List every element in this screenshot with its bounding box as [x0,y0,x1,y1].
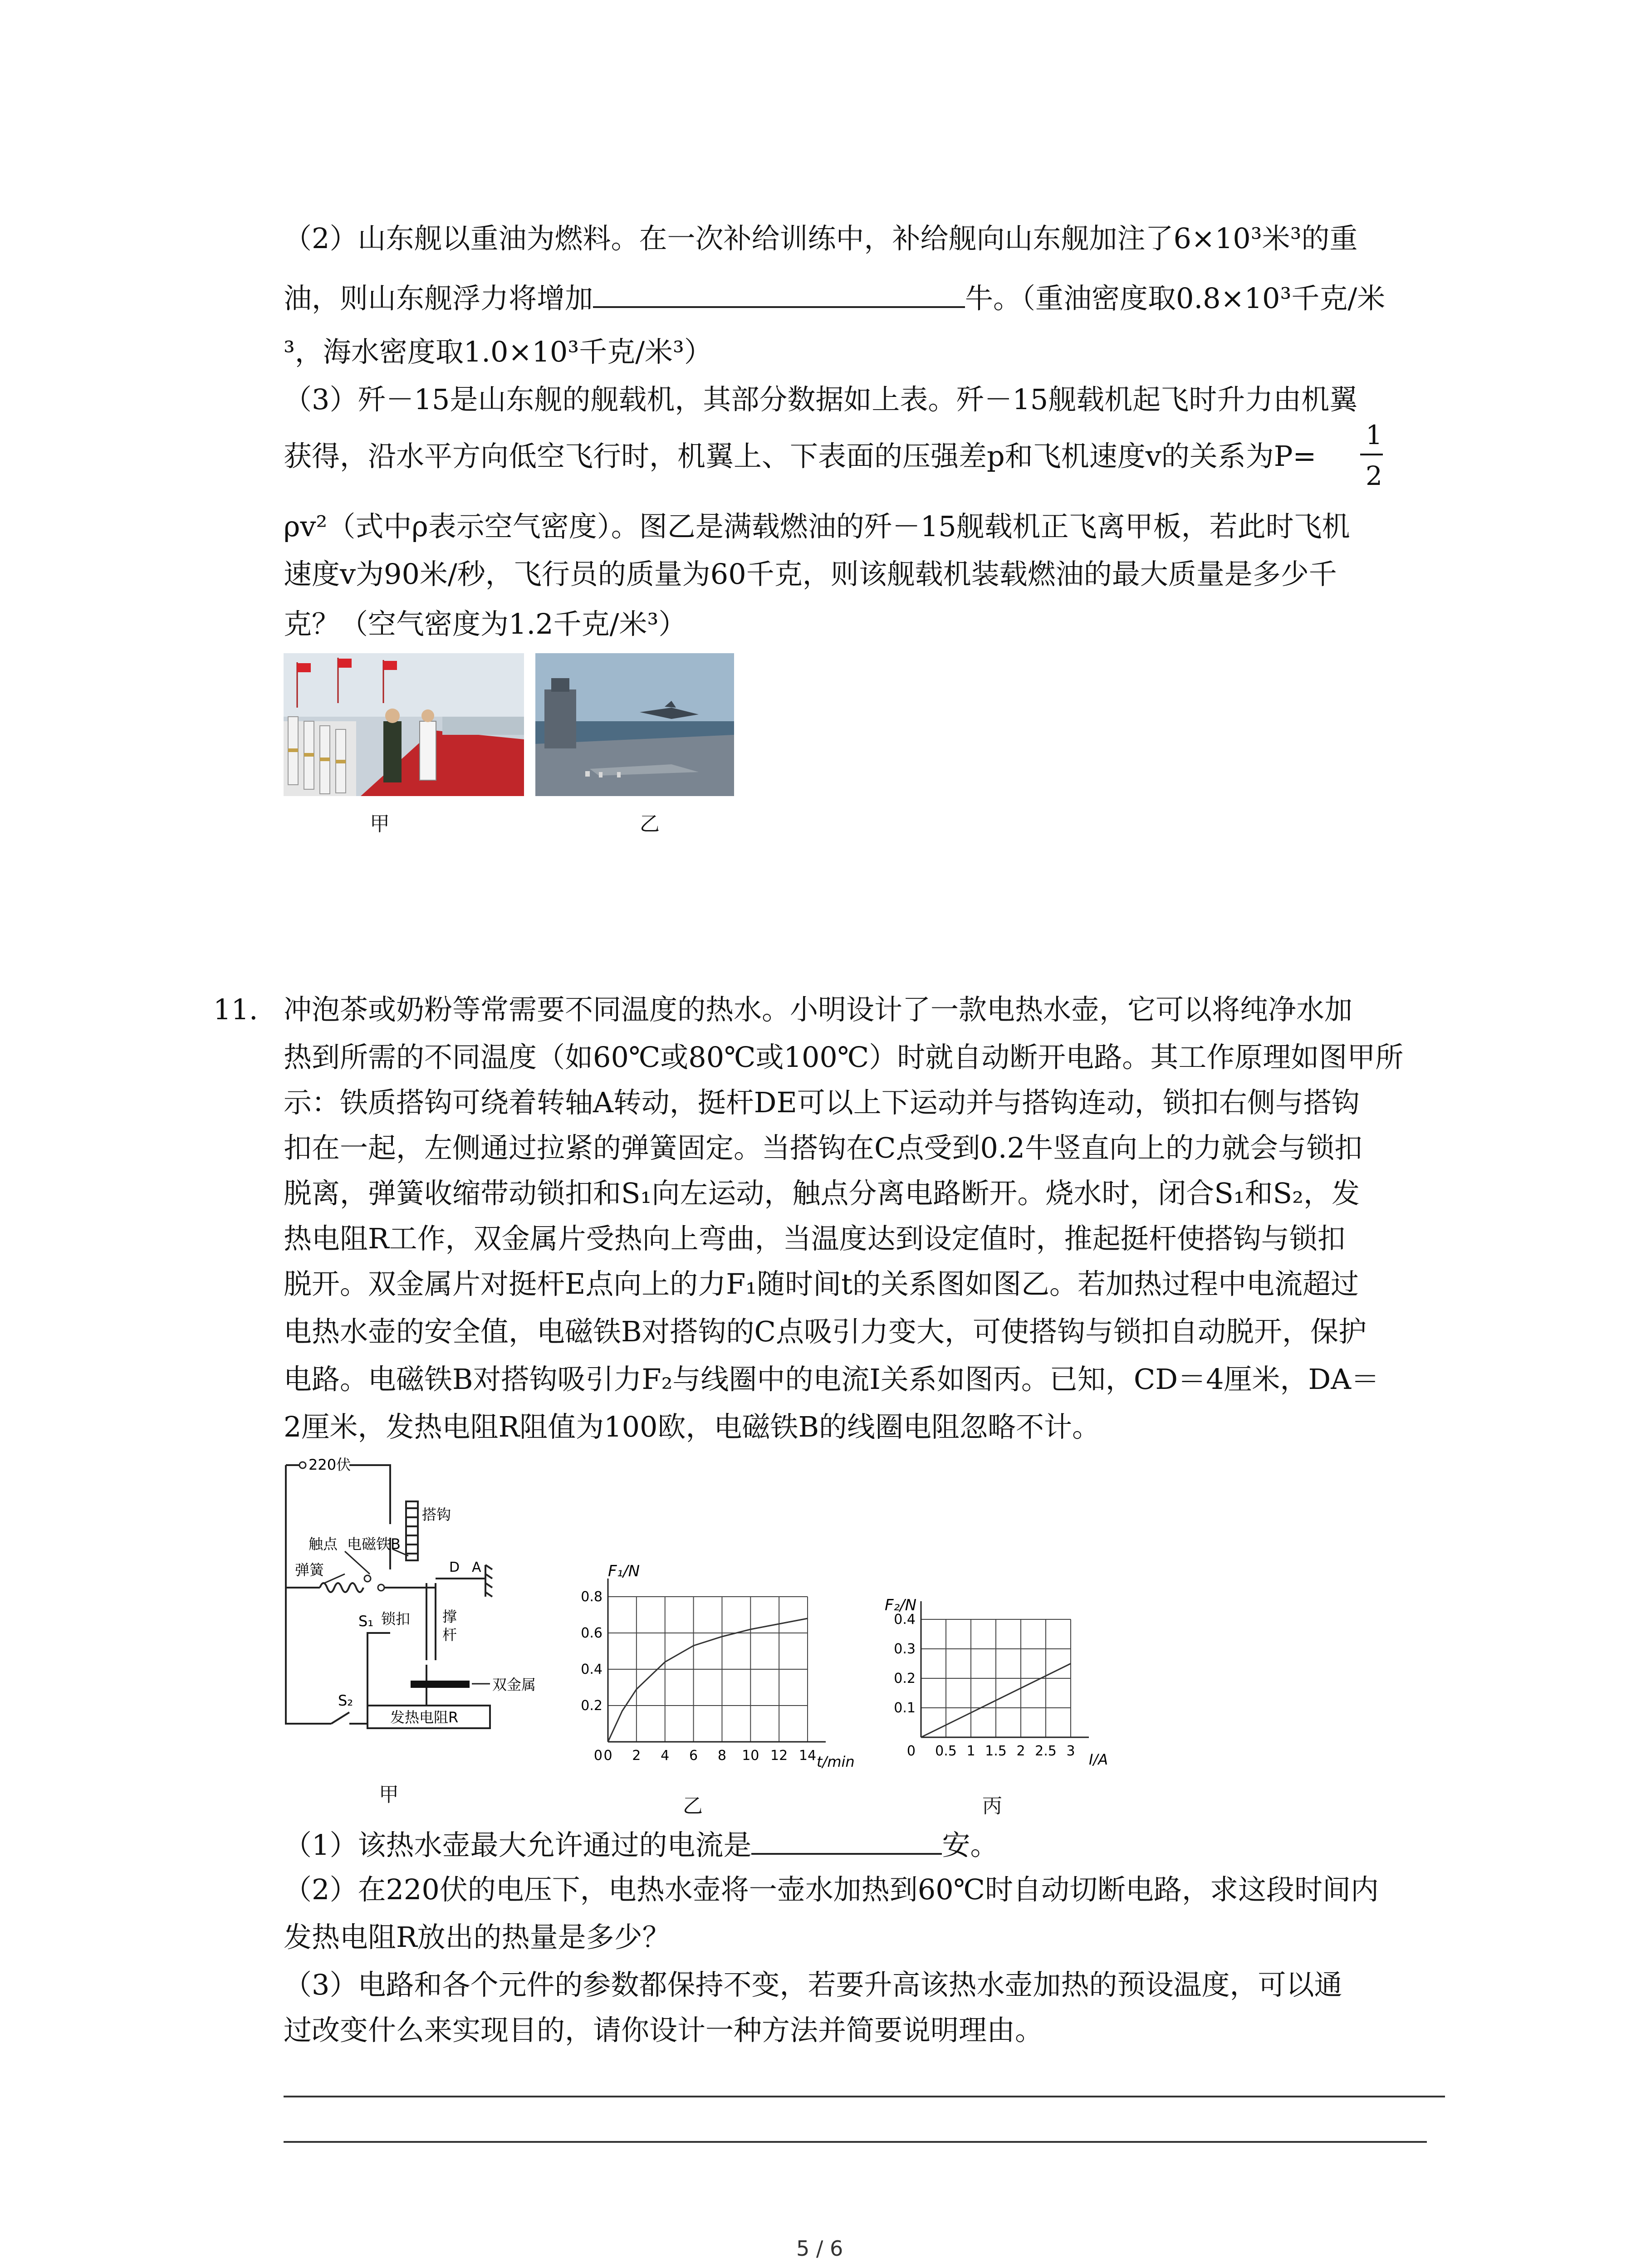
circuit-diagram [277,1452,536,1751]
photo-carrier-deck [535,653,734,796]
f1-curve [608,1618,808,1742]
text-line: 扣在一起，左侧通过拉紧的弹簧固定。当搭钩在C点受到0.2牛竖直向上的力就会与锁扣 [284,1131,1363,1164]
figure-label-jia: 甲 [370,812,390,836]
text-line: 克？（空气密度为1.2千克/米³） [284,607,687,640]
y-tick-label: 0.2 [894,1671,916,1686]
x-tick-label: 6 [689,1748,698,1764]
text-line: 2厘米，发热电阻R阻值为100欧，电磁铁B的线圈电阻忽略不计。 [284,1410,1101,1443]
photo-review-ceremony [284,653,524,796]
label-contact: 触点 [309,1535,338,1553]
x-axis-label: t/min [817,1753,855,1770]
answer-line[interactable] [284,2141,1427,2143]
text-line: 冲泡茶或奶粉等常需要不同温度的热水。小明设计了一款电热水壶，它可以将纯净水加 [284,993,1353,1026]
y-tick-label: 0.6 [581,1625,603,1641]
text-line: 电路。电磁铁B对搭钩吸引力F₂与线圈中的电流I关系如图丙。已知，CD＝4厘米，DA＝ [284,1363,1380,1396]
text-line: ρv²（式中ρ表示空气密度）。图乙是满载燃油的歼－15舰载机正飞离甲板，若此时飞机 [284,510,1350,543]
y-tick-label: 0.3 [894,1641,916,1657]
text-line: 发热电阻R放出的热量是多少？ [284,1921,671,1954]
y-axis-label: F₂/N [885,1596,917,1614]
x-axis-label: I/A [1089,1751,1108,1768]
y-tick-label: 0.4 [581,1662,603,1677]
x-tick-label: 8 [717,1748,726,1764]
text-line: 示：铁质搭钩可绕着转轴A转动，挺杆DE可以上下运动并与搭钩连动，锁扣右侧与搭钩 [284,1086,1360,1119]
y-tick-label: 0.2 [581,1698,603,1714]
graph-f2-vs-i [871,1588,1125,1778]
answer-line[interactable] [284,2096,1445,2097]
text-line: （3）歼－15是山东舰的舰载机，其部分数据如上表。歼－15舰载机起飞时升力由机翼 [284,383,1358,416]
text-line: ³，海水密度取1.0×10³千克/米³） [284,335,712,368]
text-line: 脱离，弹簧收缩带动锁扣和S₁向左运动，触点分离电路断开。烧水时，闭合S₁和S₂，发 [284,1177,1360,1210]
text-line: 热到所需的不同温度（如60℃或80℃或100℃）时就自动断开电路。其工作原理如图甲所 [284,1041,1404,1074]
y-tick-label: 0.1 [894,1700,916,1716]
x-tick-label: 3 [1066,1743,1075,1759]
x-tick-label: 2.5 [1035,1743,1057,1759]
question-number: 11. [213,993,258,1026]
label-hook: 搭钩 [422,1506,451,1523]
text-line: 速度v为90米/秒，飞行员的质量为60千克，则该舰载机装载燃油的最大质量是多少千 [284,557,1337,591]
y-tick-label: 0.8 [581,1589,603,1605]
x-tick-label: 0.5 [935,1743,957,1759]
label-s2: S₂ [338,1692,353,1709]
figure-label-jia: 甲 [379,1783,399,1806]
figure-label-bing: 丙 [982,1794,1002,1818]
x-tick-label: 1.5 [985,1743,1007,1759]
label-bimetal: 双金属 [492,1676,536,1693]
x-tick-label: 1 [966,1743,975,1759]
y-axis-label: F₁/N [608,1562,640,1580]
text-line: 热电阻R工作，双金属片受热向上弯曲，当温度达到设定值时，推起挺杆使搭钩与锁扣 [284,1222,1346,1255]
text-line: 脱开。双金属片对挺杆E点向上的力F₁随时间t的关系图如图乙。若加热过程中电流超过 [284,1267,1359,1300]
figure-label-yi: 乙 [683,1794,703,1818]
carrier-image [535,653,734,796]
label-rod-2: 杆 [442,1626,457,1643]
label-magnet: 电磁铁B [347,1535,401,1553]
figure-label-yi: 乙 [640,812,660,836]
page-number: 5 / 6 [796,2236,843,2261]
x-tick-label: 10 [742,1748,759,1764]
text-line: （1）该热水壶最大允许通过的电流是 安。 [284,1828,999,1862]
label-spring: 弹簧 [295,1561,324,1579]
text-line: 电热水壶的安全值，电磁铁B对搭钩的C点吸引力变大，可使搭钩与锁扣自动脱开，保护 [284,1315,1367,1348]
text-line: 获得，沿水平方向低空飞行时，机翼上、下表面的压强差p和飞机速度v的关系为P= [284,440,1317,473]
text-line: （2）在220伏的电压下，电热水壶将一壶水加热到60℃时自动切断电路，求这段时间内 [284,1873,1379,1906]
fraction-numerator: 1 [1366,420,1382,450]
graph-f1-vs-t [563,1556,862,1774]
label-d: D [449,1559,460,1575]
text-line: （3）电路和各个元件的参数都保持不变，若要升高该热水壶加热的预设温度，可以通 [284,1968,1342,2001]
text-line: （2）山东舰以重油为燃料。在一次补给训练中，补给舰向山东舰加注了6×10³米³的重 [284,222,1358,255]
ceremony-image [284,653,524,796]
text-line: 油，则山东舰浮力将增加 牛。（重油密度取0.8×10³千克/米 [284,282,1386,315]
answer-blank[interactable] [751,1830,942,1855]
x-tick-label: 14 [798,1748,817,1764]
x-tick-label: 0 [603,1748,612,1764]
x-tick-label: 2 [632,1748,641,1764]
answer-blank[interactable] [593,284,965,308]
label-resistor: 发热电阻R [390,1709,459,1726]
x-tick-label: 12 [770,1748,788,1764]
fraction-denominator: 2 [1366,460,1382,491]
origin-label: 0 [593,1748,603,1764]
label-lock: 锁扣 [381,1610,411,1628]
label-rod-1: 撑 [442,1608,457,1625]
x-tick-label: 2 [1016,1743,1025,1759]
text-line: 过改变什么来实现目的，请你设计一种方法并简要说明理由。 [284,2014,1043,2047]
y-tick-label: 0.4 [894,1612,916,1628]
label-voltage: 220伏 [309,1456,351,1473]
label-s1: S₁ [358,1613,374,1630]
origin-label: 0 [906,1743,916,1759]
label-a: A [472,1559,481,1575]
fraction-bar [1360,454,1383,455]
x-tick-label: 4 [661,1748,670,1764]
